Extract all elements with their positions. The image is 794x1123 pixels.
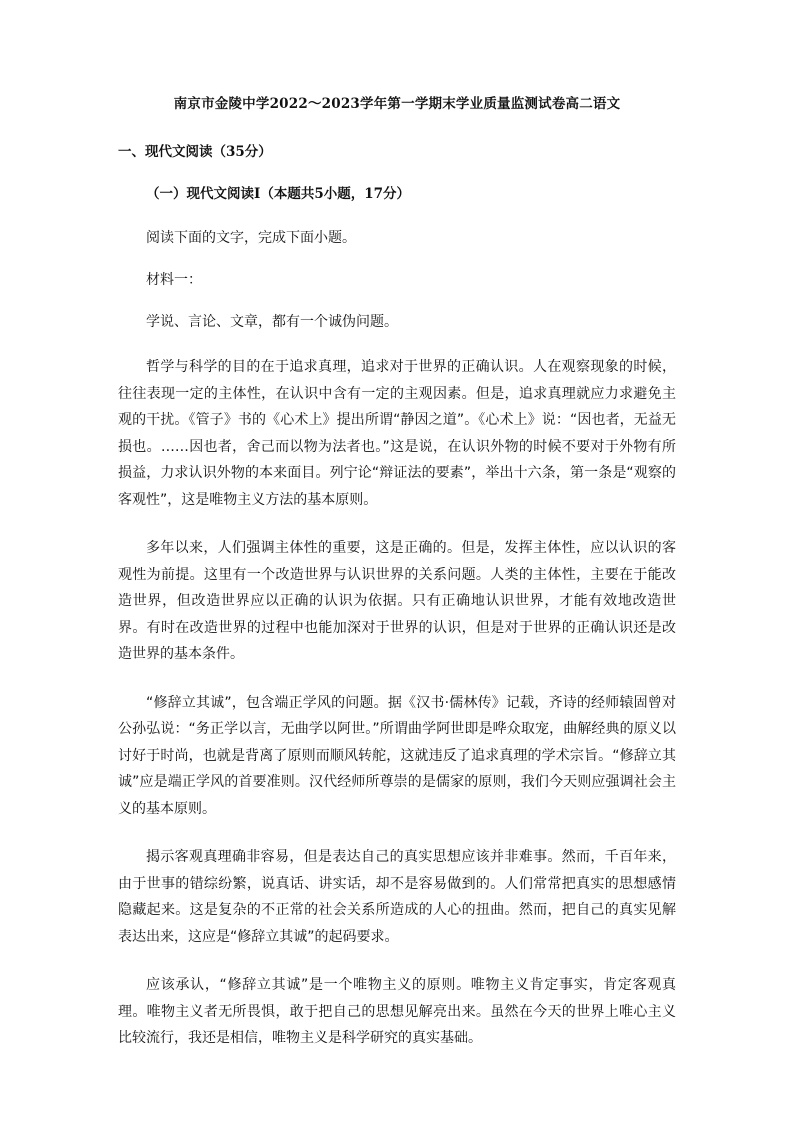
paragraph-2: 多年以来，人们强调主体性的重要，这是正确的。但是，发挥主体性，应以认识的客观性为前提。这里有一个改造世界与认识世界的关系问题。人类的主体性，主要在于能改造世界，但改造世界应以正确的认识为依据。只有正确地认识世界，才能有效地改造世界。有时在改造世界的过程中也能加深对于世界的认识，但是对于世界的正确认识还是改造世界的基本条件。 [118,540,676,662]
section-heading: 一、现代文阅读（35分） [118,144,272,160]
lead-sentence: 学说、言论、文章，都有一个诚伪问题。 [146,314,398,330]
instruction-text: 阅读下面的文字，完成下面小题。 [146,230,356,246]
paragraph-5: 应该承认，“修辞立其诚”是一个唯物主义的原则。唯物主义肯定事实，肯定客观真理。唯物主义者无所畏惧，敢于把自己的思想见解亮出来。虽然在今天的世界上唯心主义比较流行，我还是相信，唯物主义是科学研究的真实基础。 [118,977,676,1046]
paragraph-4: 揭示客观真理确非容易，但是表达自己的真实思想应该并非难事。然而，千百年来，由于世事的错综纷繁，说真话、讲实话，却不是容易做到的。人们常常把真实的思想感情隐藏起来。这是复杂的不正常的社会关系所造成的人心的扭曲。然而，把自己的真实见解表达出来，这应是“修辞立其诚”的起码要求。 [118,849,676,945]
paragraph-3: “修辞立其诚”，包含端正学风的问题。据《汉书·儒林传》记载，齐诗的经师辕固曾对公孙弘说：“务正学以言，无曲学以阿世。”所谓曲学阿世即是哗众取宠，曲解经典的原义以讨好于时尚，也就是背离了原则而顺风转舵，这就违反了追求真理的学术宗旨。“修辞立其诚”应是端正学风的首要准则。汉代经师所尊崇的是儒家的原则，我们今天则应强调社会主义的基本原则。 [118,694,676,817]
material-label: 材料一： [146,272,202,288]
paragraph-1: 哲学与科学的目的在于追求真理，追求对于世界的正确认识。人在观察现象的时候，往往表现一定的主体性，在认识中含有一定的主观因素。但是，追求真理就应力求避免主观的干扰。《管子》书的《心术上》提出所谓“静因之道”。《心术上》说：“因也者，无益无损也。……因也者，舍己而以物为法者也。”这是说，在认识外物的时候不要对于外物有所损益，力求认识外物的本来面目。列宁论“辩证法的要素”，举出十六条，第一条是“观察的客观性”，这是唯物主义方法的基本原则。 [118,359,676,508]
document-title: 南京市金陵中学2022～2023学年第一学期末学业质量监测试卷高二语文 [173,96,621,112]
subsection-heading: （一）现代文阅读Ⅰ（本题共5小题，17分） [146,186,410,202]
